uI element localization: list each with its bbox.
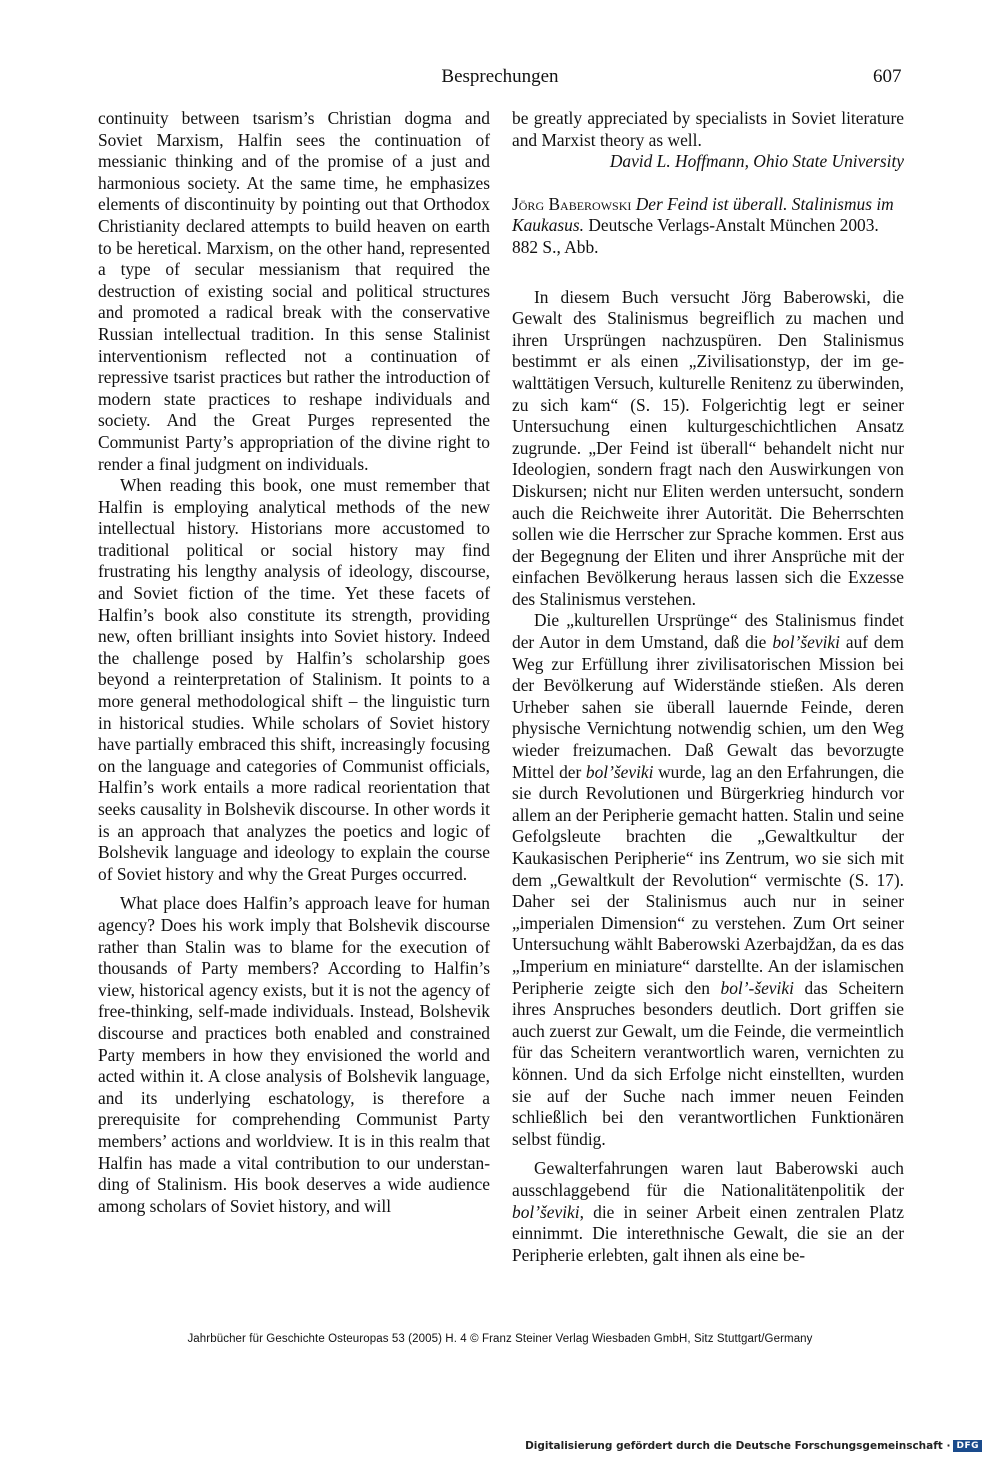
paragraph: continuity between tsarism’s Christian dogma and Soviet Marxism, Halfin sees the continuation of messianic thinking and of the promise of a just and harmonious society. At the same time, he emphasizes elements of discontinuity by pointing out that Orthodox Christianity declared attempts to build heaven on earth to be heretical. Marxism, on the other hand, represented a type of secular messianism that required the destruction of existing social and political structures and promoted a radical break with the conservative Russian intellectual tradition. In this sense Stalinist interventionism reflected not a continuation of repressive tsarist practices but rather the introduction of modern state practices to reshape individuals and society. And the Great Purges represented the Communist Party’s appropriation of the divine right to render a final judgment on individuals. [98, 108, 490, 474]
italic-term: bol’ševiki [585, 761, 654, 782]
italic-term: bol’ševiki [772, 632, 840, 653]
review-author: Jörg Baberowski [512, 193, 632, 214]
right-column [512, 108, 904, 1266]
dfg-logo-icon: DFG [953, 1440, 982, 1452]
page-number: 607 [873, 66, 902, 87]
digitization-notice [525, 1440, 982, 1452]
italic-term: bol’ševiki [512, 1201, 580, 1222]
italic-term: bol’-ševiki [720, 977, 794, 998]
journal-footer: Jahrbücher für Geschichte Osteuropas 53 (2005) H. 4 © Franz Steiner Verlag Wiesbaden GmbH, Sitz Stuttgart/Germany [187, 1333, 813, 1345]
digitization-text: Digitalisierung gefördert durch die Deutsche Forschungsgemeinschaft · [525, 1440, 951, 1452]
paragraph: What place does Halfin’s approach leave for human agency? Does his work imply that Bolshevik discourse rather than Stalin was to blame for the execution of thousands of Party members? According to Halfin’s view, historical agency exists, but it is not the agency of free-thinking, self-made individuals. Instead, Bolshevik discourse and practices both enabled and constrained Party members in how they envisioned the world and acted within it. A close analysis of Bolshevik language, and its underlying eschatology, is therefore a prerequisite for comprehending Communist Party members’ actions and worldview. It is in this realm that Halfin has made a vital contribution to our understanding of Stalinism. His book deserves a wide audience among scholars of Soviet history, and will [98, 893, 490, 1216]
paragraph: Gewalterfahrungen waren laut Baberowski auch ausschlaggebend für die Nationalitätenpolitik der bol’ševiki, die in seiner Arbeit einen zentralen Platz einnimmt. Die interethnische Gewalt, die sie an der Peripherie erlebten, galt ihnen als eine be- [512, 1158, 904, 1265]
paragraph: In diesem Buch versucht Jörg Baberowski, die Gewalt des Stalinismus begreiflich zu machen und ihren Ursprüngen nachzuspüren. Den Stalinismus bestimmt er als einen „Zivilisationstyp, der im gewalttätigen Versuch, kulturelle Renitenz zu überwinden, zu sich kam“ (S. 15). Folgerichtig legt er seiner Untersuchung einen kulturgeschichtlichen Ansatz zugrunde. „Der Feind ist überall“ behandelt nicht nur Ideologien, sondern fragt nach den Auswirkungen von Diskursen; nicht nur Eliten werden untersucht, sondern auch die Reichweite ihrer Autorität. Die Beherrschten sollen wie die Herrscher zur Sprache kommen. Erst aus der Begegnung der Eliten und ihrer Ansprüche mit der einfachen Bevölkerung heraus lassen sich die Exzesse des Stalinismus verstehen. [512, 286, 904, 609]
paragraph: be greatly appreciated by specialists in Soviet literature and Marxist theory as well. [512, 108, 904, 150]
running-title: Besprechungen [441, 66, 559, 87]
review-publication: Deutsche Verlags-Anstalt München 2003. 882 S., Abb. [512, 215, 879, 257]
paragraph: When reading this book, one must remember that Halfin is employing analytical methods of the new intellectual history. Historians more accustomed to traditional political or social history may find frustrating his lengthy analysis of ideology, discourse, and Soviet fiction of the time. Yet these facets of Halfin’s book also constitute its strength, providing new, often brilliant insights into Soviet history. Indeed the challenge posed by Halfin’s scholarship goes beyond a reinterpretation of Stalinism. It points to a more general methodological shift – the linguistic turn in historical studies. While scholars of Soviet history have partially embraced this shift, increasingly focusing on the language and categories of Communist officials, Halfin’s work entails a more radical reorientation that seeks causality in Bolshevik discourse. In other words it is an approach that analyzes the poetics and logic of Bolshevik language and ideology to explain the course of Soviet history and why the Great Purges occurred. [98, 475, 490, 884]
paragraph: Die „kulturellen Ursprünge“ des Stalinismus findet der Autor in dem Umstand, daß die bol’ševiki auf dem Weg zur Erfüllung ihrer zivilisatorischen Mission bei der Bevölkerung auf Widerstände stießen. Als deren Urheber sahen sie überall lauernde Feinde, deren physische Vernichtung notwendig schien, um den Weg wieder freizumachen. Daß Gewalt das bevorzugte Mittel der bol’ševiki wurde, lag an den Erfahrungen, die sie durch Revolutionen und Bürgerkrieg hindurch vor allem an der Peripherie gemacht hatten. Stalin und seine Gefolgsleute brachten die „Gewaltkultur der Kaukasischen Peripherie“ ins Zentrum, wo sie sich mit dem „Gewaltkult der Revolution“ vermischte (S. 17). Daher sei der Stalinismus auch nur in seiner „imperialen Dimension“ zu verstehen. Zum Ort seiner Untersuchung wählt Baberowski Azerbajdžan, da es das „Imperium en miniature“ darstellte. An der islamischen Peripherie zeigte sich den bol’-ševiki das Scheitern ihres Anspruches besonders deutlich. Dort griffen sie auch zuerst zur Gewalt, um die Feinde, die vermeintlich für das Scheitern verantwortlich waren, vernichten zu können. Und da sich Erfolge nicht einstellten, wurden sie auf der Suche nach immer neuen Feinden schließlich bei den verantwortlichen Funktionären selbst fündig. [512, 610, 904, 1149]
review-book-title: Der Feind ist überall. Stalinismus im Kaukasus. [512, 193, 894, 236]
reviewer-signature: David L. Hoffmann, Ohio State University [609, 151, 904, 172]
left-column [98, 108, 490, 1217]
review-bibliographic-header [512, 194, 904, 259]
